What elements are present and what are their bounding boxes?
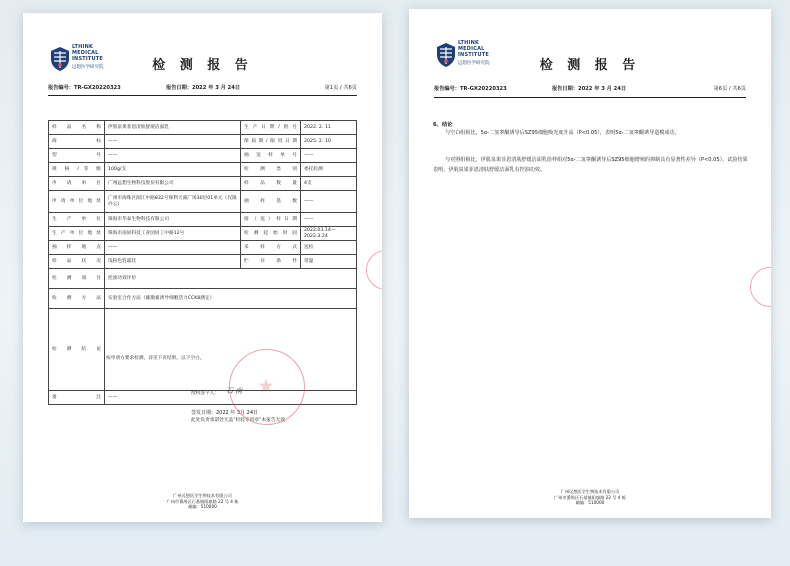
table-row (49, 255, 357, 269)
field-label: 生产日期/批号 (241, 121, 301, 135)
remark-value: —— (105, 391, 357, 405)
table-row (49, 149, 357, 163)
table-row (49, 177, 357, 191)
report-date-label: 报告日期： (552, 86, 578, 92)
field-value: —— (301, 149, 357, 163)
field-label: 生 产 单 位 地 址 (49, 227, 105, 241)
field-label: 样 品 状 况 (49, 255, 105, 269)
field-value: —— (105, 135, 241, 149)
report-no-label: 报告编号： (48, 85, 74, 91)
field-label: 检 测 类 别 (241, 163, 301, 177)
field-label: 采 样 方 式 (241, 241, 301, 255)
field-value: 广州远想生物科技股份有限公司 (105, 177, 241, 191)
field-value: 珠海市华泰生物科技有限公司 (105, 213, 241, 227)
field-value: 4支 (301, 177, 357, 191)
field-value: 珠海市南屏科技工业园屏工中路12号 (105, 227, 241, 241)
report-page-1 (23, 13, 382, 522)
field-label: 接（送）样日期 (241, 213, 301, 227)
table-row (49, 135, 357, 149)
test-item-label: 检 测 项 目 (49, 269, 105, 289)
logo-line1: LTHINK (458, 40, 480, 46)
field-value: —— (105, 241, 241, 255)
field-value: 2022. 2. 11 (301, 121, 357, 135)
table-row (49, 241, 357, 255)
report-no: TR-GX20220323 (459, 86, 507, 92)
field-value: 2022.03.14—2022.3.24 (301, 227, 357, 241)
logo-chinese-name: 远想医学研究院 (458, 61, 490, 66)
test-method-value: 实验室合作方法（雄激素诱导细胞活力CCK8测定） (105, 289, 357, 309)
field-label: 检 测 起 始 时 间 (241, 227, 301, 241)
table-row (49, 191, 357, 213)
report-no: TR-GX20220323 (73, 85, 121, 91)
field-label: 样 品 数 量 (241, 177, 301, 191)
report-meta-row (48, 82, 357, 94)
footer-postcode: 邮编：510000 (188, 504, 217, 510)
field-label: 抽 样 地 点 (49, 241, 105, 255)
signature: 石 南 (226, 386, 243, 395)
issue-date: 签发日期：2022 年 3月 24日 (191, 409, 259, 416)
field-label: 商 标 (49, 135, 105, 149)
official-seal (229, 349, 305, 425)
footer-address: 广州市番禺区石基镇阳旗路 22 号 4 栋 (554, 494, 626, 500)
footer-company: 广州远想医学生物技术有限公司 (173, 493, 232, 499)
conclusion-text: 按申请方要求检测，详见下页结果。以下空白。 (106, 355, 205, 361)
report-date: 2022 年 3 月 24日 (191, 85, 241, 91)
header-divider (434, 97, 746, 98)
report-title: 检 测 报 告 (539, 58, 641, 73)
table-row (49, 227, 357, 241)
test-method-label: 检 测 方 法 (49, 289, 105, 309)
page-indicator: 第6页 / 共6页 (713, 86, 746, 92)
footer (409, 489, 771, 506)
report-page-6 (409, 9, 771, 518)
footer-address: 广州市番禺区石基镇阳旗路 22 号 4 栋 (166, 498, 239, 504)
report-title: 检 测 报 告 (152, 58, 253, 73)
field-value: —— (301, 191, 357, 213)
conclusion-paragraph: 与空白组相比，5α-二氢睾酮诱导后SZ95细胞吸光度升高（P<0.05），表明5α-二氢睾酮诱导造模成功。 (445, 130, 680, 136)
field-label: 规 格 / 等 级 (49, 163, 105, 177)
field-label: 型 号 (49, 149, 105, 163)
field-label: 抽 样 基 数 (241, 191, 301, 213)
issue-note: 此处负责承诺处无盖“检验专用章”本报告无效 (191, 417, 285, 423)
sample-info-table (48, 120, 357, 423)
table-row (49, 163, 357, 177)
test-item-value: 控油功效评价 (105, 269, 357, 289)
logo-line3: INSTITUTE (72, 56, 104, 63)
field-value: 委托检测 (301, 163, 357, 177)
page-indicator: 第1页 / 共6页 (324, 85, 357, 91)
table-row (49, 121, 357, 135)
field-value: 100g/支 (105, 163, 241, 177)
footer-postcode: 邮编：510000 (575, 500, 605, 506)
field-value: —— (301, 213, 357, 227)
field-value: 浅粉色乳霜状 (105, 255, 241, 269)
footer-company: 广州远想医学生物技术有限公司 (560, 489, 620, 495)
report-date: 2022 年 3 月 24日 (577, 86, 627, 92)
field-value: —— (105, 149, 241, 163)
field-label: 抽 送 样 单 号 (241, 149, 301, 163)
header-divider (48, 95, 357, 96)
field-value: 送检 (301, 241, 357, 255)
seam-seal (750, 267, 771, 307)
field-label: 保质期/限用日期 (241, 135, 301, 149)
report-no-label: 报告编号： (434, 86, 460, 92)
footer (23, 493, 382, 510)
field-label: 贮 存 条 件 (241, 255, 301, 269)
logo-line1: LTHINK (72, 44, 94, 50)
conclusion-paragraph: 与对照组相比，伊肌泉果菲恩清肤舒缓洁面乳给样组对5α-二氢睾酮诱导后SZ95细胞增殖的抑制具有显著性差异（P<0.05）。试验结果表明，伊肌泉果菲恩清肤舒缓洁面乳有控油功效。 (433, 157, 748, 173)
section-title: 6、结论 (433, 122, 453, 128)
table-row (49, 213, 357, 227)
report-meta-row (434, 83, 746, 95)
table-row (49, 309, 357, 391)
field-label: 申 请 单 位 (49, 177, 105, 191)
logo-line2: MEDICAL (72, 50, 99, 57)
logo-line3: INSTITUTE (458, 52, 490, 59)
logo-line2: MEDICAL (458, 46, 485, 53)
conclusion-label: 检 测 结 论 (49, 309, 105, 391)
field-value: 伊肌泉果菲恩清肤舒缓洁面乳 (105, 121, 241, 135)
field-value: 常温 (301, 255, 357, 269)
report-date-label: 报告日期： (166, 85, 192, 91)
field-value: 2025. 2. 10 (301, 135, 357, 149)
signer-label: 授权签字人： (191, 390, 220, 396)
seam-seal (366, 250, 382, 290)
field-value: 广州市海珠区阅江中路832号保利天幕广场30层01单元（仅限办公） (105, 191, 241, 213)
field-label: 样 品 名 称 (49, 121, 105, 135)
logo-chinese-name: 远想医学研究院 (72, 65, 104, 70)
table-row (49, 269, 357, 289)
field-label: 申 请 单 位 地 址 (49, 191, 105, 213)
field-label: 生 产 单 位 (49, 213, 105, 227)
table-row (49, 289, 357, 309)
remark-label: 备 注 (49, 391, 105, 405)
